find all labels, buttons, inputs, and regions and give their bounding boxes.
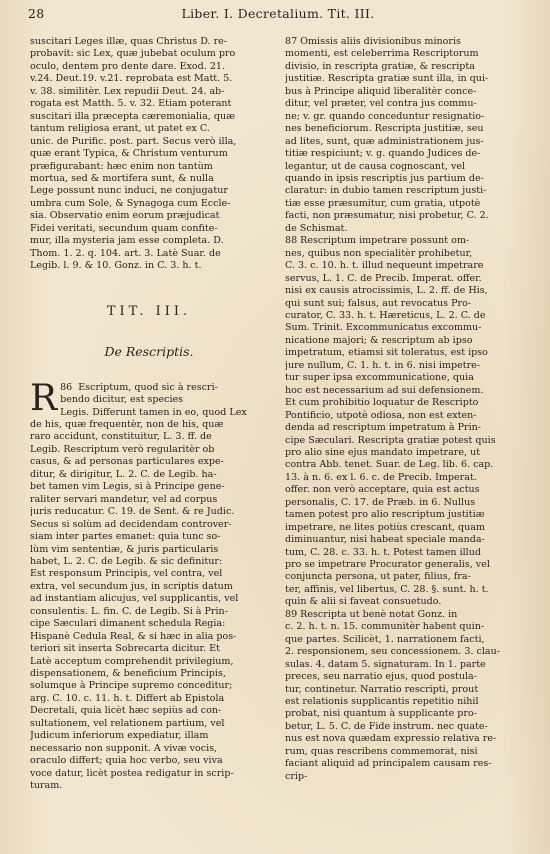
text-line-text: mur, illa mysteria jam esse completa. D. <box>30 235 224 247</box>
text-line-text: teriori sit inserta Sobrecarta dicitur. Et <box>30 643 220 655</box>
text-line-text: est relationis supplicantis repetitio nihil <box>285 696 479 708</box>
text-line <box>285 596 528 608</box>
text-line-text: jure nullum, C. 1. h. t. in 6. nisi impetre- <box>285 359 481 371</box>
text-line-text: Et cum prohibitio loquatur de Rescripto <box>285 397 479 409</box>
text-line <box>30 643 268 655</box>
text-line-text: faciant aliquid ad principalem causam res- <box>285 758 492 770</box>
text-line-text: unic. de Purific. post. part. Secus verò illa, <box>30 135 237 147</box>
text-line <box>30 780 268 792</box>
text-line-text: crip- <box>285 770 308 782</box>
text-line <box>285 609 528 621</box>
text-line <box>30 235 268 247</box>
text-line <box>285 584 528 596</box>
text-line-text: turam. <box>30 780 63 792</box>
text-line-text: præfigurabant: hæc enim non tantùm <box>30 160 213 172</box>
text-line <box>285 347 528 359</box>
text-line-text: facti, non præsumatur, nisi probetur, C. 2. <box>285 210 489 222</box>
text-line-text: probavit: sic Lex, quæ jubebat oculum pro <box>30 48 236 60</box>
text-line-text: servus, L. 1. C. de Precib. Imperat. offer. <box>285 272 482 284</box>
text-line <box>30 48 268 60</box>
text-line-text: nisi ex causis atrocissimis, L. 2. ff. de His, <box>285 285 488 297</box>
text-line-text: solumque à Principe supremo conceditur; <box>30 680 233 692</box>
text-line <box>30 161 268 173</box>
text-line <box>285 148 528 160</box>
text-line <box>30 656 268 668</box>
text-line-text: sulas. 4. datam 5. signaturam. In 1. parte <box>285 658 486 670</box>
text-line-text: mortua, sed & mortifera sunt, & nulla <box>30 172 214 184</box>
text-line <box>285 559 528 571</box>
text-line-text: probat, nisi quantum à supplicante pro- <box>285 708 477 720</box>
text-line <box>285 273 528 285</box>
text-line-text: c. 2. h. t. n. 15. communitèr habent quin- <box>285 621 485 633</box>
text-line <box>285 422 528 434</box>
text-line <box>30 481 268 493</box>
text-line-text: de his, quæ frequentèr, non de his, quæ <box>30 418 224 430</box>
text-line <box>30 444 268 456</box>
text-line <box>30 148 268 160</box>
text-line <box>30 185 268 197</box>
text-line-text: rum, quas rescribens commemorat, nisi <box>285 745 478 757</box>
text-line <box>285 746 528 758</box>
right-column <box>285 36 528 783</box>
text-line <box>285 285 528 297</box>
text-line-text: claratur: in dubio tamen rescriptum justi- <box>285 185 487 197</box>
text-line <box>285 621 528 633</box>
text-line-text: momenti, est celeberrima Rescriptorum <box>285 48 479 60</box>
section-86-text <box>30 377 268 793</box>
text-line-text: raro accidunt, constituitur, L. 3. ff. de <box>30 431 212 443</box>
text-line-text: 89 Rescripta ut benè notat Gonz. in <box>285 608 458 620</box>
text-line-text: Hispanè Cedula Real, & si hæc in alia pos- <box>30 630 237 642</box>
text-line <box>285 547 528 559</box>
section-86 <box>30 377 268 793</box>
text-line-text: nus est nova quædam expressio relativa re- <box>285 733 497 745</box>
drop-cap: R <box>30 377 58 419</box>
text-line <box>30 618 268 630</box>
text-line-text: consulentis. L. fin. C. de Legib. Si à Prin- <box>30 605 228 617</box>
text-line-text: tantum religiosa erant, ut patet ex C. <box>30 123 210 135</box>
text-line-text: Legib. l. 9. & 10. Gonz. in C. 3. h. t. <box>30 260 202 272</box>
text-line <box>285 659 528 671</box>
text-line <box>285 410 528 422</box>
text-line <box>285 397 528 409</box>
text-line-text: suscitari illa præcepta cæremonialia, quæ <box>30 110 236 122</box>
text-line-text: titiæ respiciunt; v. g. quando Judices de- <box>285 148 481 160</box>
text-line <box>285 123 528 135</box>
text-line-text: sultationem, vel relationem partium, vel <box>30 717 225 729</box>
text-line <box>30 768 268 780</box>
text-line-text: ter, affinis, vel libertus, C. 28. §. sunt. h. t. <box>285 583 489 595</box>
text-line <box>285 696 528 708</box>
text-line-text: ad lites, sunt, quæ administrationem jus- <box>285 135 484 147</box>
text-line-text: habet, L. 2. C. de Legib. & sic definitur: <box>30 555 223 567</box>
text-line <box>285 385 528 397</box>
text-line <box>30 86 268 98</box>
text-line-text: cipe Sæculari. Rescripta gratiæ potest quis <box>285 434 496 446</box>
text-line-text: Sum. Trinit. Excommunicatus excommu- <box>285 322 482 334</box>
text-line-text: bus à Principe aliquid liberalitèr conce- <box>285 85 477 97</box>
text-line-text: offer. non verò acceptare, quia est actus <box>285 484 480 496</box>
text-line-text: ad instantiam alicujus, vel supplicantis, vel <box>30 593 239 605</box>
text-line <box>285 335 528 347</box>
text-line-text: ditur, vel præter, vel contra jus commu- <box>285 98 477 110</box>
text-line <box>30 668 268 680</box>
text-line-text: siam inter partes emanet: quia tunc so- <box>30 531 221 543</box>
text-line <box>285 671 528 683</box>
text-line-text: Legib. Rescriptum verò regularitèr ob <box>30 443 215 455</box>
text-line <box>30 606 268 618</box>
text-line-text: v.24. Deut.19. v.21. reprobata est Matt. 5. <box>30 73 233 85</box>
text-line-text: 2. responsionem, seu concessionem. 3. clau- <box>285 646 500 658</box>
text-line-text: Est responsum Principis, vel contra, vel <box>30 568 223 580</box>
text-line <box>30 136 268 148</box>
text-line-text: quando in ipsis rescriptis jus partium de- <box>285 172 484 184</box>
text-line-text: quæ erant Typica, & Christum venturum <box>30 148 228 160</box>
text-line <box>285 185 528 197</box>
text-line <box>285 447 528 459</box>
text-line <box>285 61 528 73</box>
text-line-text: de Schismat. <box>285 222 348 234</box>
text-line-text: nicatione majori; & rescriptum ab ipso <box>285 334 473 346</box>
text-line-text: qui sunt sui; falsus, aut revocatus Pro- <box>285 297 472 309</box>
text-line <box>285 322 528 334</box>
text-line-text: lùm vim sententiæ, & juris particularis <box>30 543 219 555</box>
text-line-text: contra Abb. tenet. Suar. de Leg. lib. 6. cap. <box>285 459 494 471</box>
text-line-text: ne; v. gr. quando conceduntur resignatio- <box>285 110 485 122</box>
text-line-text: pro alio sine ejus mandato impetrare, ut <box>285 446 481 458</box>
text-line <box>285 771 528 783</box>
text-line-text: 87 Omissis aliis divisionibus minoris <box>285 36 461 47</box>
text-line <box>285 684 528 696</box>
text-line-text: 88 Rescriptum impetrare possunt om- <box>285 235 470 247</box>
text-line <box>285 86 528 98</box>
text-line-text: Judicum inferiorum expediatur, illam <box>30 730 209 742</box>
text-line-text: tiæ esse præsumitur, cum gratia, utpotè <box>285 197 481 209</box>
text-line-text: Thom. 1. 2. q. 104. art. 3. Latè Suar. de <box>30 247 221 259</box>
text-line <box>285 509 528 521</box>
text-line-text: bendo dicitur, est species <box>60 394 184 406</box>
text-line <box>285 260 528 272</box>
text-line <box>30 260 268 272</box>
text-line <box>285 173 528 185</box>
text-line <box>30 544 268 556</box>
text-line-text: dispensationem, & beneficium Principis, <box>30 668 226 680</box>
left-column <box>30 36 268 793</box>
text-line <box>30 223 268 235</box>
text-line-text: tur super ipsa excommunicatione, quia <box>285 372 474 384</box>
text-line-text: Pontificio, utpotè odiosa, non est exten- <box>285 409 477 421</box>
text-line-text: 13. à n. 6. ex l. 6. c. de Precib. Imperat. <box>285 471 477 483</box>
text-line-text: conjuncta persona, ut pater, filius, fra- <box>285 571 471 583</box>
text-line-text: bet tamen vim Legis, si à Principe gene- <box>30 481 225 493</box>
text-line <box>285 161 528 173</box>
text-line <box>30 198 268 210</box>
left-column-top-text <box>30 36 268 273</box>
text-line <box>285 298 528 310</box>
text-line <box>285 758 528 770</box>
text-line-text: curator, C. 33. h. t. Hæreticus, L. 2. C. de <box>285 309 486 321</box>
running-title: Liber. I. Decretalium. Tit. III. <box>181 6 375 21</box>
text-line <box>285 360 528 372</box>
text-line-text: diminuantur, nisi habeat speciale manda- <box>285 534 485 546</box>
text-line-text: voce datur, licèt postea redigatur in scrip- <box>30 767 234 779</box>
text-line-text: que partes. Scilicèt, 1. narrationem facti, <box>285 633 485 645</box>
text-line <box>285 721 528 733</box>
text-line-text: personalis, C. 17. de Præb. in 6. Nullus <box>285 496 476 508</box>
text-line <box>60 394 268 406</box>
text-line <box>285 571 528 583</box>
chapter-title: TIT. III. <box>106 303 192 319</box>
text-line <box>285 472 528 484</box>
text-line <box>30 755 268 767</box>
text-line <box>30 98 268 110</box>
text-line-text: impetrare, ne lites potiùs crescant, quam <box>285 521 485 533</box>
text-line-text: necessario non supponit. A vivæ vocis, <box>30 742 218 754</box>
text-line-text: impetratum, etiamsi sit toleratus, est ipso <box>285 347 488 359</box>
right-column-text <box>285 36 528 783</box>
text-line <box>30 693 268 705</box>
text-line-text: juris reducatur. C. 19. de Sent. & re Judic. <box>30 506 235 518</box>
text-line <box>30 173 268 185</box>
text-line <box>30 419 268 431</box>
text-line-text: nes, quibus non specialitèr prohibetur, <box>285 247 473 259</box>
text-line <box>30 111 268 123</box>
text-line <box>285 198 528 210</box>
text-line <box>285 435 528 447</box>
text-line-text: casus, & ad personas particulares expe- <box>30 456 224 468</box>
text-line-text: extra, vel secundum jus, in scriptis datum <box>30 580 233 592</box>
text-line <box>30 506 268 518</box>
text-line <box>285 223 528 235</box>
text-line <box>285 534 528 546</box>
text-line <box>30 73 268 85</box>
text-line <box>30 123 268 135</box>
text-line <box>285 459 528 471</box>
text-line <box>285 111 528 123</box>
text-line <box>30 568 268 580</box>
text-line <box>285 136 528 148</box>
text-line <box>285 634 528 646</box>
page-number: 28 <box>28 6 45 21</box>
text-line-text: C. 3. c. 10. h. t. illud nequeunt impetrare <box>285 260 484 272</box>
text-line <box>30 743 268 755</box>
running-header <box>28 6 528 26</box>
text-line-text: tamen potest pro alio rescriptum justitiæ <box>285 509 485 521</box>
text-line <box>30 531 268 543</box>
text-line-text: Fidei veritati, secundum quam confite- <box>30 222 218 234</box>
text-line-text: betur, L. 5. C. de Fide instrum. nec quate- <box>285 720 488 732</box>
text-line-text: Escriptum, quod sic à rescri- <box>78 381 218 393</box>
text-line-text: legantur, ut de causa cognoscant, vel <box>285 160 466 172</box>
text-line-text: pro se impetrare Procurator generalis, vel <box>285 559 490 571</box>
text-line <box>30 593 268 605</box>
text-line-text: quin & alii si faveat consuetudo. <box>285 596 442 608</box>
text-line-text: v. 38. similitèr. Lex repudii Deut. 24. ab- <box>30 85 225 97</box>
text-line-text: Latè acceptum comprehendit privilegium, <box>30 655 234 667</box>
text-line-text: oculo, dentem pro dente dare. Exod. 21. <box>30 60 226 72</box>
text-line <box>285 36 528 48</box>
text-line-text: cipe Sæculari dimanent schedula Regia: <box>30 618 226 630</box>
text-line-text: nes beneficiorum. Rescripta justitiæ, seu <box>285 123 484 135</box>
text-line <box>30 61 268 73</box>
text-line-text: umbra cum Sole, & Synagoga cum Eccle- <box>30 197 231 209</box>
text-line <box>30 519 268 531</box>
text-line-text: hoc est necessarium ad sui defensionem. <box>285 384 484 396</box>
text-line <box>30 494 268 506</box>
text-line <box>30 431 268 443</box>
text-line <box>30 456 268 468</box>
text-line <box>30 680 268 692</box>
text-line-text: oraculo differt; quia hoc verbo, seu viva <box>30 755 223 767</box>
text-line-text: tum, C. 28. c. 33. h. t. Potest tamen illud <box>285 546 481 558</box>
text-line-text: ditur, & dirigitur, L. 2. C. de Legib. ha- <box>30 468 217 480</box>
text-line <box>285 310 528 322</box>
text-line <box>30 705 268 717</box>
text-line <box>30 581 268 593</box>
text-line <box>30 210 268 222</box>
text-line-text: Secus si solùm ad decidendam controver- <box>30 518 232 530</box>
text-line <box>30 556 268 568</box>
text-line-text: divisio, in rescripta gratiæ, & rescripta <box>285 60 475 72</box>
text-line-text: preces, seu narratio ejus, quod postula- <box>285 671 477 683</box>
text-line <box>285 48 528 60</box>
text-line-text: rogata est Matth. 5. v. 32. Etiam poterant <box>30 98 232 110</box>
text-line <box>30 730 268 742</box>
section-number: 86 <box>60 381 76 393</box>
text-line <box>30 469 268 481</box>
text-line <box>60 407 268 419</box>
text-line <box>30 36 268 48</box>
chapter-subtitle: De Rescriptis. <box>104 343 194 359</box>
text-line <box>285 497 528 509</box>
text-line-text: sia. Observatio enim eorum præjudicat <box>30 210 220 222</box>
text-line-text: Lege possunt nunc induci, ne conjugatur <box>30 185 228 197</box>
text-line <box>285 522 528 534</box>
text-line-text: denda ad rescriptum impetratum à Prin- <box>285 422 482 434</box>
text-line <box>285 210 528 222</box>
text-line <box>30 631 268 643</box>
text-line <box>30 718 268 730</box>
text-line <box>285 484 528 496</box>
text-line-text: Legis. Differunt tamen in eo, quod Lex <box>60 406 247 418</box>
text-line-text: suscitari Leges illæ, quas Christus D. re- <box>30 36 228 47</box>
text-line-text: arg. C. 10. c. 11. h. t. Differt ab Epistola <box>30 692 225 704</box>
text-line <box>285 248 528 260</box>
text-line <box>285 733 528 745</box>
text-line <box>285 372 528 384</box>
text-line <box>30 248 268 260</box>
text-line <box>285 98 528 110</box>
text-line <box>285 708 528 720</box>
text-line-text: Decretali, quia licèt hæc sepiùs ad con- <box>30 705 222 717</box>
text-line <box>285 235 528 247</box>
text-line-text: raliter servari mandetur, vel ad corpus <box>30 493 218 505</box>
text-line-text: tur, continetur. Narratio rescripti, prout <box>285 683 479 695</box>
text-line-text: justitiæ. Rescripta gratiæ sunt illa, in qui- <box>285 73 489 85</box>
text-line <box>285 646 528 658</box>
text-line <box>285 73 528 85</box>
